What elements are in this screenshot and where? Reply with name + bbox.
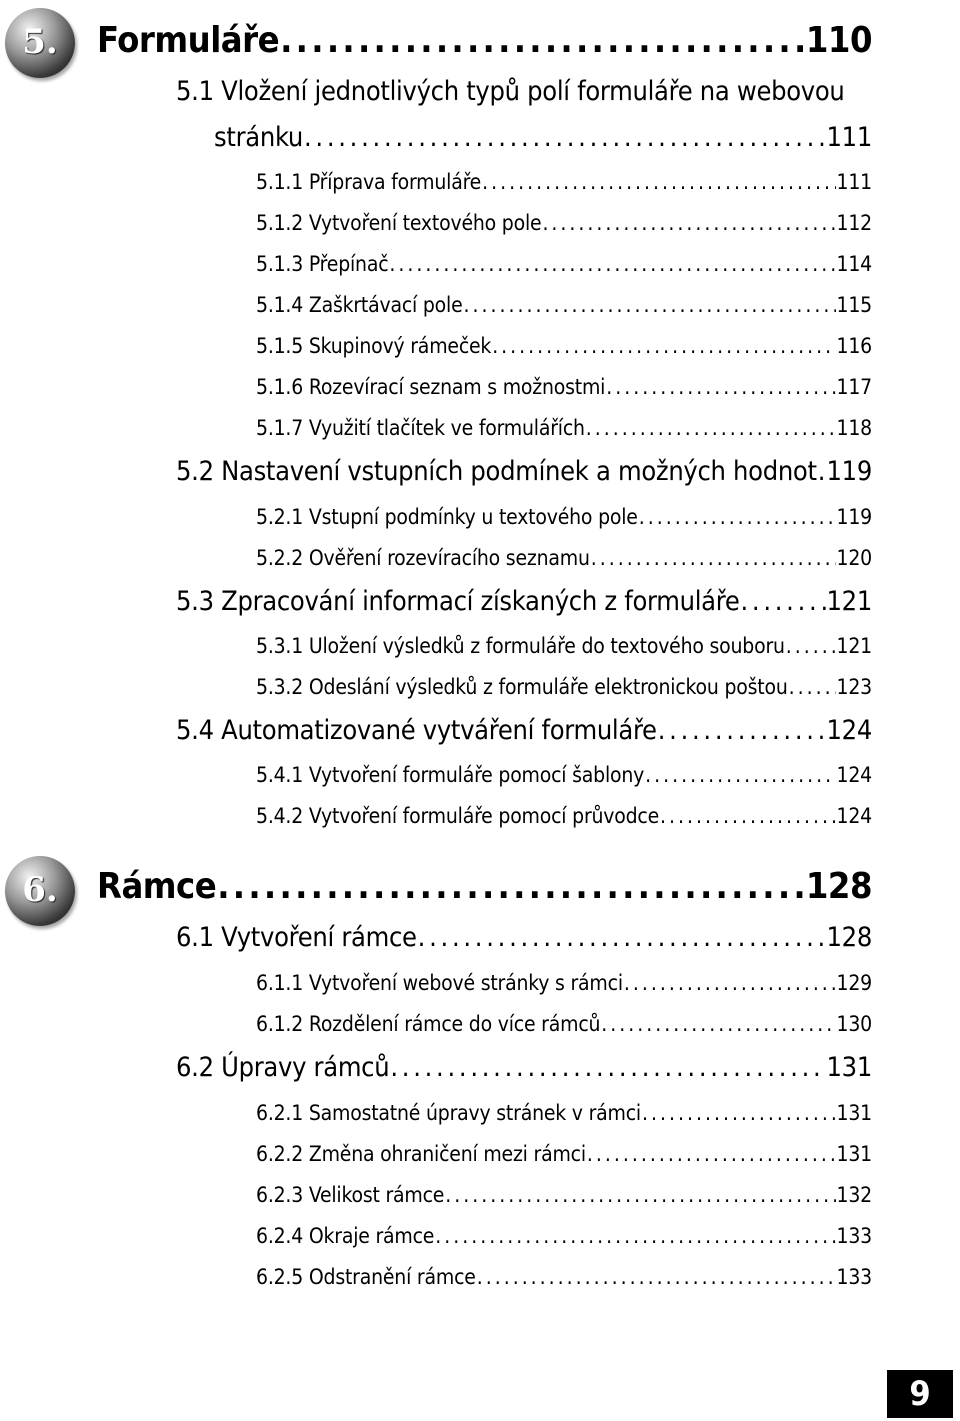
page-ref: 124: [836, 804, 872, 828]
dot-leader: [591, 546, 836, 570]
section-title: 5.4.1 Vytvoření formuláře pomocí šablony: [256, 763, 645, 787]
page-ref: 119: [826, 456, 872, 487]
page-ref: 133: [836, 1224, 872, 1248]
section-5-2-1[interactable]: [256, 505, 872, 529]
section-5-1-line2[interactable]: [214, 122, 872, 153]
dot-leader: [390, 1052, 825, 1083]
section-title: 5.1 Vložení jednotlivých typů polí formuláře na webovou: [176, 76, 845, 107]
page-ref: 121: [836, 634, 872, 658]
page-ref: 121: [826, 586, 872, 617]
dot-leader: [740, 586, 825, 617]
section-5-1-line1[interactable]: [176, 76, 845, 107]
page-ref: 131: [836, 1101, 872, 1125]
dot-leader: [418, 922, 826, 953]
dot-leader: [789, 675, 836, 699]
page-ref: 133: [836, 1265, 872, 1289]
page-ref: 119: [836, 505, 872, 529]
section-6-2[interactable]: [176, 1052, 872, 1083]
section-title: 5.4.2 Vytvoření formuláře pomocí průvodce: [256, 804, 660, 828]
dot-leader: [477, 1265, 836, 1289]
section-5-4[interactable]: [176, 715, 872, 746]
chapter-6-entry[interactable]: [97, 866, 872, 907]
dot-leader: [445, 1183, 835, 1207]
section-title: 6.2.1 Samostatné úpravy stránek v rámci: [256, 1101, 641, 1125]
section-5-4-2[interactable]: [256, 804, 872, 828]
section-6-1-1[interactable]: [256, 971, 872, 995]
section-title: 6.1.1 Vytvoření webové stránky s rámci: [256, 971, 623, 995]
page-ref: 111: [836, 170, 872, 194]
dot-leader: [389, 252, 835, 276]
section-title: 5.1.2 Vytvoření textového pole: [256, 211, 542, 235]
page-ref: 132: [836, 1183, 872, 1207]
section-title: 6.1.2 Rozdělení rámce do více rámců: [256, 1012, 601, 1036]
section-6-2-5[interactable]: [256, 1265, 872, 1289]
section-6-1[interactable]: [176, 922, 872, 953]
page-ref: 120: [836, 546, 872, 570]
section-5-1-5[interactable]: [256, 334, 872, 358]
page-ref: 115: [836, 293, 872, 317]
section-5-2-2[interactable]: [256, 546, 872, 570]
section-title: 6.2 Úpravy rámců: [176, 1052, 390, 1083]
dot-leader: [658, 715, 826, 746]
page-ref: 111: [826, 122, 872, 153]
dot-leader: [435, 1224, 835, 1248]
page-number-badge: 9: [887, 1370, 953, 1418]
page-ref: 131: [836, 1142, 872, 1166]
section-5-3[interactable]: [176, 586, 872, 617]
dot-leader: [587, 1142, 836, 1166]
section-title-continued: stránku: [214, 122, 303, 153]
dot-leader: [586, 416, 836, 440]
section-5-1-3[interactable]: [256, 252, 872, 276]
section-title: 5.1.4 Zaškrtávací pole: [256, 293, 463, 317]
section-title: 5.3.1 Uložení výsledků z formuláře do textového souboru: [256, 634, 785, 658]
dot-leader: [601, 1012, 835, 1036]
section-title: 6.2.4 Okraje rámce: [256, 1224, 435, 1248]
dot-leader: [624, 971, 836, 995]
page-ref: 131: [826, 1052, 872, 1083]
chapter-title: Formuláře: [97, 20, 280, 61]
section-title: 6.2.5 Odstranění rámce: [256, 1265, 476, 1289]
dot-leader: [492, 334, 835, 358]
section-title: 5.4 Automatizované vytváření formuláře: [176, 715, 657, 746]
dot-leader: [217, 866, 805, 907]
dot-leader: [818, 456, 826, 487]
section-title: 6.2.3 Velikost rámce: [256, 1183, 445, 1207]
section-title: 5.2.1 Vstupní podmínky u textového pole: [256, 505, 638, 529]
page-ref: 124: [826, 715, 872, 746]
page-ref: 128: [826, 922, 872, 953]
dot-leader: [304, 122, 826, 153]
section-5-3-2[interactable]: [256, 675, 872, 699]
section-5-2[interactable]: [176, 456, 872, 487]
page-ref: 118: [836, 416, 872, 440]
chapter-5-badge-label: 5.: [22, 22, 58, 62]
section-6-2-4[interactable]: [256, 1224, 872, 1248]
dot-leader: [642, 1101, 836, 1125]
dot-leader: [645, 763, 835, 787]
section-title: 5.2.2 Ověření rozevíracího seznamu: [256, 546, 590, 570]
chapter-5-badge-icon: [5, 8, 75, 78]
section-title: 5.3.2 Odeslání výsledků z formuláře elektronickou poštou: [256, 675, 788, 699]
section-5-1-7[interactable]: [256, 416, 872, 440]
page-ref: 116: [836, 334, 872, 358]
section-5-1-1[interactable]: [256, 170, 872, 194]
section-title: 5.1.3 Přepínač: [256, 252, 389, 276]
dot-leader: [606, 375, 835, 399]
section-title: 5.1.1 Příprava formuláře: [256, 170, 482, 194]
section-5-1-2[interactable]: [256, 211, 872, 235]
dot-leader: [542, 211, 835, 235]
section-5-1-4[interactable]: [256, 293, 872, 317]
section-title: 5.1.5 Skupinový rámeček: [256, 334, 492, 358]
section-title: 5.3 Zpracování informací získaných z formuláře: [176, 586, 740, 617]
section-6-2-3[interactable]: [256, 1183, 872, 1207]
dot-leader: [280, 20, 805, 61]
section-title: 5.1.7 Využití tlačítek ve formulářích: [256, 416, 585, 440]
dot-leader: [639, 505, 836, 529]
dot-leader: [482, 170, 835, 194]
page-ref: 114: [836, 252, 872, 276]
section-5-3-1[interactable]: [256, 634, 872, 658]
section-title: 5.1.6 Rozevírací seznam s možnostmi: [256, 375, 606, 399]
section-title: 6.1 Vytvoření rámce: [176, 922, 417, 953]
page-ref: 112: [836, 211, 872, 235]
page-ref: 130: [836, 1012, 872, 1036]
page-ref: 124: [836, 763, 872, 787]
chapter-6-badge-label: 6.: [22, 870, 58, 910]
page-ref: 110: [805, 20, 872, 61]
chapter-6-badge-icon: [5, 856, 75, 926]
section-title: 5.2 Nastavení vstupních podmínek a možných hodnot: [176, 456, 817, 487]
section-title: 6.2.2 Změna ohraničení mezi rámci: [256, 1142, 586, 1166]
section-5-4-1[interactable]: [256, 763, 872, 787]
dot-leader: [660, 804, 836, 828]
dot-leader: [786, 634, 836, 658]
page-ref: 117: [836, 375, 872, 399]
chapter-5-entry[interactable]: [97, 20, 872, 61]
section-6-2-2[interactable]: [256, 1142, 872, 1166]
dot-leader: [464, 293, 836, 317]
section-6-2-1[interactable]: [256, 1101, 872, 1125]
page-ref: 123: [836, 675, 872, 699]
page-ref: 129: [836, 971, 872, 995]
page-ref: 128: [805, 866, 872, 907]
section-5-1-6[interactable]: [256, 375, 872, 399]
chapter-title: Rámce: [97, 866, 217, 907]
section-6-1-2[interactable]: [256, 1012, 872, 1036]
